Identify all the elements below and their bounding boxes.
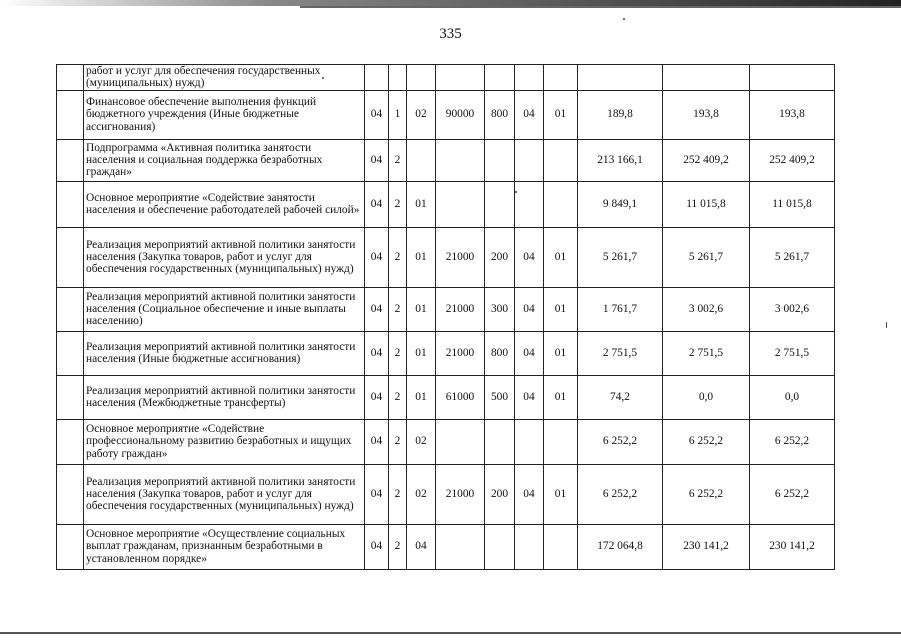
code-cell: 2 [389, 464, 407, 524]
amount-cell: 0,0 [750, 375, 835, 419]
scan-top-edge-line [300, 6, 901, 8]
code-cell: 04 [365, 90, 389, 139]
code-cell: 04 [365, 139, 389, 181]
code-cell: 01 [544, 464, 578, 524]
code-cell: 04 [365, 419, 389, 464]
row-number-cell [57, 65, 84, 91]
code-cell: 04 [515, 227, 544, 287]
code-cell: 800 [485, 331, 515, 375]
code-cell [485, 524, 515, 569]
row-name: Реализация мероприятий активной политики занятости населения (Закупка товаров, работ и услуг для обеспечения государственных (муниципальных) нужд) [84, 227, 365, 287]
code-cell: 01 [407, 331, 436, 375]
amount-cell: 252 409,2 [750, 139, 835, 181]
scan-speck [515, 191, 517, 193]
code-cell: 04 [515, 375, 544, 419]
code-cell [389, 65, 407, 91]
code-cell: 04 [515, 287, 544, 331]
code-cell: 01 [407, 227, 436, 287]
row-number-cell [57, 287, 84, 331]
code-cell: 04 [365, 524, 389, 569]
code-cell [544, 181, 578, 227]
row-name: работ и услуг для обеспечения государственных (муниципальных) нужд) [84, 65, 365, 91]
amount-cell: 172 064,8 [578, 524, 663, 569]
amount-cell [663, 65, 750, 91]
row-number-cell [57, 227, 84, 287]
amount-cell: 230 141,2 [750, 524, 835, 569]
scan-bottom-edge [0, 632, 901, 634]
code-cell: 04 [365, 464, 389, 524]
code-cell [544, 139, 578, 181]
amount-cell: 74,2 [578, 375, 663, 419]
code-cell: 01 [407, 375, 436, 419]
row-name: Финансовое обеспечение выполнения функций бюджетного учреждения (Иные бюджетные ассигнования) [84, 90, 365, 139]
code-cell [436, 139, 485, 181]
amount-cell: 6 252,2 [663, 419, 750, 464]
amount-cell: 1 761,7 [578, 287, 663, 331]
code-cell [544, 524, 578, 569]
amount-cell: 11 015,8 [750, 181, 835, 227]
amount-cell [578, 65, 663, 91]
code-cell [436, 65, 485, 91]
row-name: Реализация мероприятий активной политики занятости населения (Закупка товаров, работ и услуг для обеспечения государственных (муниципальных) нужд) [84, 464, 365, 524]
code-cell: 01 [544, 375, 578, 419]
code-cell [515, 419, 544, 464]
budget-table [56, 64, 835, 570]
code-cell: 01 [544, 227, 578, 287]
code-cell: 21000 [436, 464, 485, 524]
table-row [57, 524, 835, 569]
amount-cell: 6 252,2 [663, 464, 750, 524]
code-cell: 2 [389, 227, 407, 287]
amount-cell: 193,8 [750, 90, 835, 139]
row-number-cell [57, 331, 84, 375]
code-cell [485, 139, 515, 181]
code-cell: 2 [389, 375, 407, 419]
code-cell [544, 65, 578, 91]
code-cell: 04 [515, 331, 544, 375]
code-cell [407, 139, 436, 181]
amount-cell: 5 261,7 [578, 227, 663, 287]
amount-cell: 193,8 [663, 90, 750, 139]
row-number-cell [57, 464, 84, 524]
code-cell: 04 [365, 375, 389, 419]
amount-cell: 3 002,6 [750, 287, 835, 331]
code-cell: 500 [485, 375, 515, 419]
row-name: Основное мероприятие «Содействие профессиональному развитию безработных и ищущих работу граждан» [84, 419, 365, 464]
row-name: Реализация мероприятий активной политики занятости населения (Межбюджетные трансферты) [84, 375, 365, 419]
code-cell: 200 [485, 464, 515, 524]
row-number-cell [57, 139, 84, 181]
amount-cell: 6 252,2 [578, 464, 663, 524]
amount-cell: 230 141,2 [663, 524, 750, 569]
code-cell: 02 [407, 419, 436, 464]
amount-cell: 6 252,2 [578, 419, 663, 464]
row-name: Подпрограмма «Активная политика занятости населения и социальная поддержка безработных граждан» [84, 139, 365, 181]
amount-cell: 2 751,5 [578, 331, 663, 375]
amount-cell: 0,0 [663, 375, 750, 419]
row-number-cell [57, 524, 84, 569]
code-cell [365, 65, 389, 91]
code-cell: 04 [515, 90, 544, 139]
amount-cell: 5 261,7 [750, 227, 835, 287]
scan-speck [623, 18, 625, 20]
code-cell [515, 65, 544, 91]
code-cell [436, 419, 485, 464]
amount-cell: 3 002,6 [663, 287, 750, 331]
code-cell: 1 [389, 90, 407, 139]
code-cell [436, 181, 485, 227]
amount-cell: 11 015,8 [663, 181, 750, 227]
code-cell: 90000 [436, 90, 485, 139]
amount-cell: 252 409,2 [663, 139, 750, 181]
code-cell: 01 [544, 90, 578, 139]
table-row [57, 227, 835, 287]
code-cell: 04 [365, 331, 389, 375]
amount-cell: 2 751,5 [750, 331, 835, 375]
amount-cell: 189,8 [578, 90, 663, 139]
code-cell: 04 [515, 464, 544, 524]
table-row [57, 139, 835, 181]
row-number-cell [57, 90, 84, 139]
code-cell [485, 419, 515, 464]
code-cell: 21000 [436, 331, 485, 375]
code-cell: 61000 [436, 375, 485, 419]
table-row [57, 464, 835, 524]
code-cell [515, 524, 544, 569]
code-cell: 2 [389, 181, 407, 227]
amount-cell: 213 166,1 [578, 139, 663, 181]
code-cell: 2 [389, 524, 407, 569]
amount-cell: 6 252,2 [750, 464, 835, 524]
code-cell: 02 [407, 464, 436, 524]
row-name: Реализация мероприятий активной политики занятости населения (Иные бюджетные ассигнования) [84, 331, 365, 375]
row-number-cell [57, 375, 84, 419]
code-cell: 300 [485, 287, 515, 331]
row-number-cell [57, 419, 84, 464]
code-cell: 800 [485, 90, 515, 139]
code-cell [485, 181, 515, 227]
amount-cell [750, 65, 835, 91]
code-cell: 2 [389, 139, 407, 181]
code-cell: 2 [389, 287, 407, 331]
code-cell: 01 [544, 331, 578, 375]
code-cell [544, 419, 578, 464]
table-row [57, 419, 835, 464]
code-cell: 21000 [436, 227, 485, 287]
code-cell [485, 65, 515, 91]
amount-cell: 2 751,5 [663, 331, 750, 375]
scan-speck [886, 322, 887, 328]
code-cell: 04 [365, 227, 389, 287]
amount-cell: 5 261,7 [663, 227, 750, 287]
amount-cell: 6 252,2 [750, 419, 835, 464]
row-name: Реализация мероприятий активной политики занятости населения (Социальное обеспечение и иные выплаты населению) [84, 287, 365, 331]
page-number: 335 [439, 26, 462, 42]
row-name: Основное мероприятие «Содействие занятости населения и обеспечение работодателей рабочей силой» [84, 181, 365, 227]
code-cell: 2 [389, 419, 407, 464]
code-cell: 04 [365, 181, 389, 227]
code-cell: 04 [407, 524, 436, 569]
code-cell: 200 [485, 227, 515, 287]
table-row [57, 90, 835, 139]
code-cell [407, 65, 436, 91]
code-cell: 21000 [436, 287, 485, 331]
table-row [57, 181, 835, 227]
code-cell: 01 [407, 181, 436, 227]
code-cell: 01 [407, 287, 436, 331]
scan-speck [322, 77, 324, 79]
table-row [57, 331, 835, 375]
table-row [57, 287, 835, 331]
code-cell: 04 [365, 287, 389, 331]
row-name: Основное мероприятие «Осуществление социальных выплат гражданам, признанным безработными в установленном порядке» [84, 524, 365, 569]
table-row [57, 65, 835, 91]
code-cell [515, 181, 544, 227]
code-cell: 2 [389, 331, 407, 375]
code-cell: 02 [407, 90, 436, 139]
code-cell [436, 524, 485, 569]
amount-cell: 9 849,1 [578, 181, 663, 227]
code-cell: 01 [544, 287, 578, 331]
table-row [57, 375, 835, 419]
code-cell [515, 139, 544, 181]
row-number-cell [57, 181, 84, 227]
